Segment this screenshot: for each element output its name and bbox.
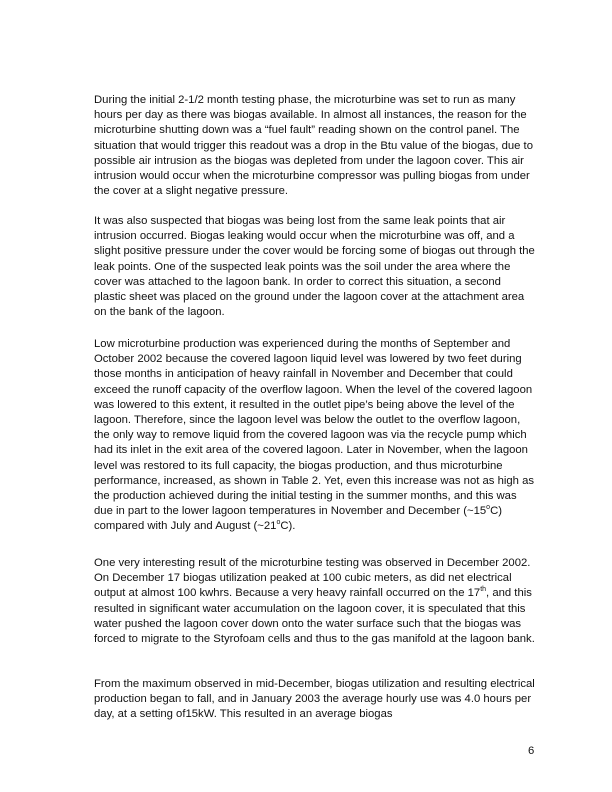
paragraph-text: C). [280,520,296,533]
degree-superscript: o [486,504,491,512]
ordinal-superscript: th [480,586,487,594]
paragraph-low-production [94,337,536,535]
page-number: 6 [528,745,535,757]
paragraph-january-decline: From the maximum observed in mid-December, biogas utilization and resulting electrical production began to fall, and in January 2003 the average hourly use was 4.0 hours per day, at a setting of15kW. This resulted in an average biogas [94,678,535,721]
paragraph-text: One very interesting result of the microturbine testing was observed in December 2002. On December 17 biogas utilization peaked at 100 cubic meters, as did net electrical output at almost 100 kwhrs. Because a very heavy rainfall occurred on the 17 [94,557,531,600]
paragraph-biogas-leak: It was also suspected that biogas was being lost from the same leak points that air intrusion occurred. Biogas leaking would occur when the microturbine was off, and a slight positive pressure under the cover would be forcing some of biogas out through the leak points. One of the suspected leak points was the soil under the area where the cover was attached to the lagoon bank. In order to correct this situation, a second plastic sheet was placed on the ground under the lagoon cover at the attachment area on the bank of the lagoon. [94,215,535,319]
paragraph-text: , and this resulted in significant water accumulation on the lagoon cover, it is speculated that this water pushed the lagoon cover down onto the water surface such that the biogas was forced to migrate to the Styrofoam cells and thus to the gas manifold at the lagoon bank. [94,587,535,646]
degree-superscript: o [276,519,281,527]
paragraph-december-result [94,556,536,647]
paragraph-fuel-fault: During the initial 2-1/2 month testing phase, the microturbine was set to run as many hours per day as there was biogas available. In almost all instances, the reason for the microturbine shutting down was a “fuel fault” reading shown on the control panel. The situation that would trigger this readout was a drop in the Btu value of the biogas, due to possible air intrusion as the biogas was depleted from under the lagoon cover. This air intrusion would occur when the microturbine compressor was pulling biogas from under the cover at a slight negative pressure. [94,94,533,198]
paragraph-text: C) compared with July and August (~21 [94,505,502,533]
paragraph-text: Low microturbine production was experienced during the months of September and October 2002 because the covered lagoon liquid level was lowered by two feet during those months in anticipation of heavy rainfall in November and December that could exceed the runoff capacity of the overflow lagoon. When the level of the covered lagoon was lowered to this extent, it resulted in the outlet pipe’s being above the level of the lagoon. Therefore, since the lagoon level was below the outlet to the overflow lagoon, the only way to remove liquid from the covered lagoon was via the recycle pump which had its inlet in the exit area of the covered lagoon. Later in November, when the lagoon level was restored to its full capacity, the biogas production, and thus microturbine performance, increased, as shown in Table 2. Yet, even this increase was not as high as the production achieved during the initial testing in the summer months, and this was due in part to the lower lagoon temperatures in November and December (~15 [94,338,535,518]
